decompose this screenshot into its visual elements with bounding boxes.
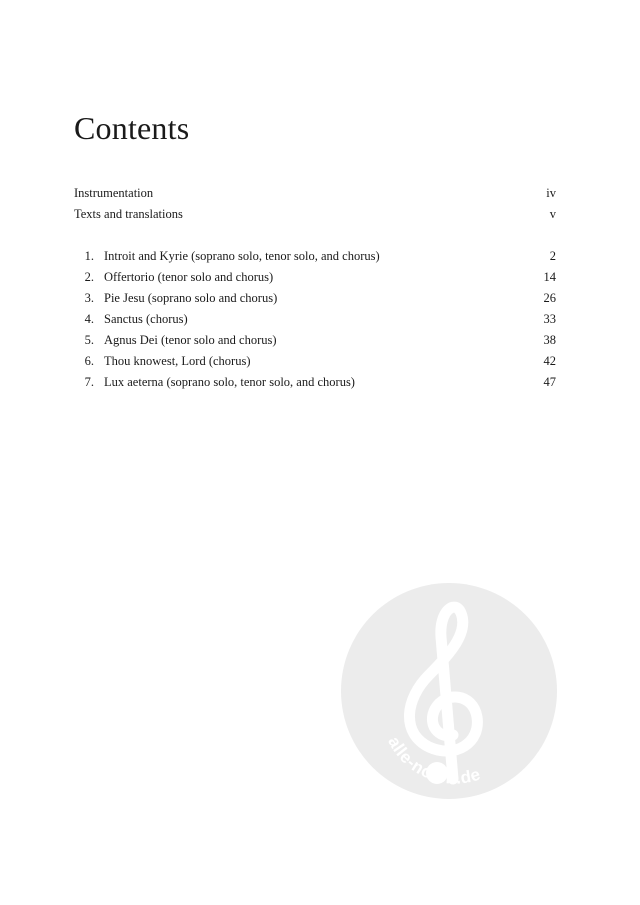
toc-entry-label: Texts and translations [74,207,183,221]
movement-title: Lux aeterna (soprano solo, tenor solo, and chorus) [104,375,355,389]
movement-title: Thou knowest, Lord (chorus) [104,354,251,368]
front-matter-list [74,183,556,225]
movement-page: 42 [543,354,556,368]
toc-entry-movement-6[interactable] [74,351,556,372]
page-title: Contents [74,110,190,146]
watermark-text: alle-noten.de [384,733,484,788]
movement-page: 47 [543,375,556,389]
toc-entry-movement-5[interactable] [74,330,556,351]
movement-number: 4. [84,312,94,326]
movement-page: 14 [543,270,556,284]
toc-entry-movement-3[interactable] [74,288,556,309]
toc-entry-movement-7[interactable] [74,372,556,393]
toc-entry-label: Instrumentation [74,186,154,200]
toc-entry-movement-2[interactable] [74,267,556,288]
watermark [341,583,557,799]
movement-page: 33 [543,312,556,326]
movement-number: 6. [84,354,94,368]
movement-title: Pie Jesu (soprano solo and chorus) [104,291,278,305]
movement-number: 3. [84,291,94,305]
movement-page: 26 [543,291,556,305]
movement-title: Agnus Dei (tenor solo and chorus) [104,333,277,347]
toc-entry-movement-4[interactable] [74,309,556,330]
movement-number: 5. [84,333,94,347]
toc-entry-instrumentation[interactable] [74,183,556,204]
toc-entry-texts-and-translations[interactable] [74,204,556,225]
movements-list [74,246,556,393]
movement-title: Sanctus (chorus) [104,312,188,326]
toc-entry-page: iv [546,186,556,200]
movement-number: 7. [84,375,94,389]
treble-clef-icon [341,583,557,799]
movement-number: 1. [84,249,94,263]
movement-title: Introit and Kyrie (soprano solo, tenor solo, and chorus) [104,249,380,263]
movement-title: Offertorio (tenor solo and chorus) [104,270,274,284]
movement-page: 2 [549,249,556,263]
movement-page: 38 [543,333,556,347]
toc-entry-movement-1[interactable] [74,246,556,267]
movement-number: 2. [84,270,94,284]
toc-entry-page: v [549,207,556,221]
